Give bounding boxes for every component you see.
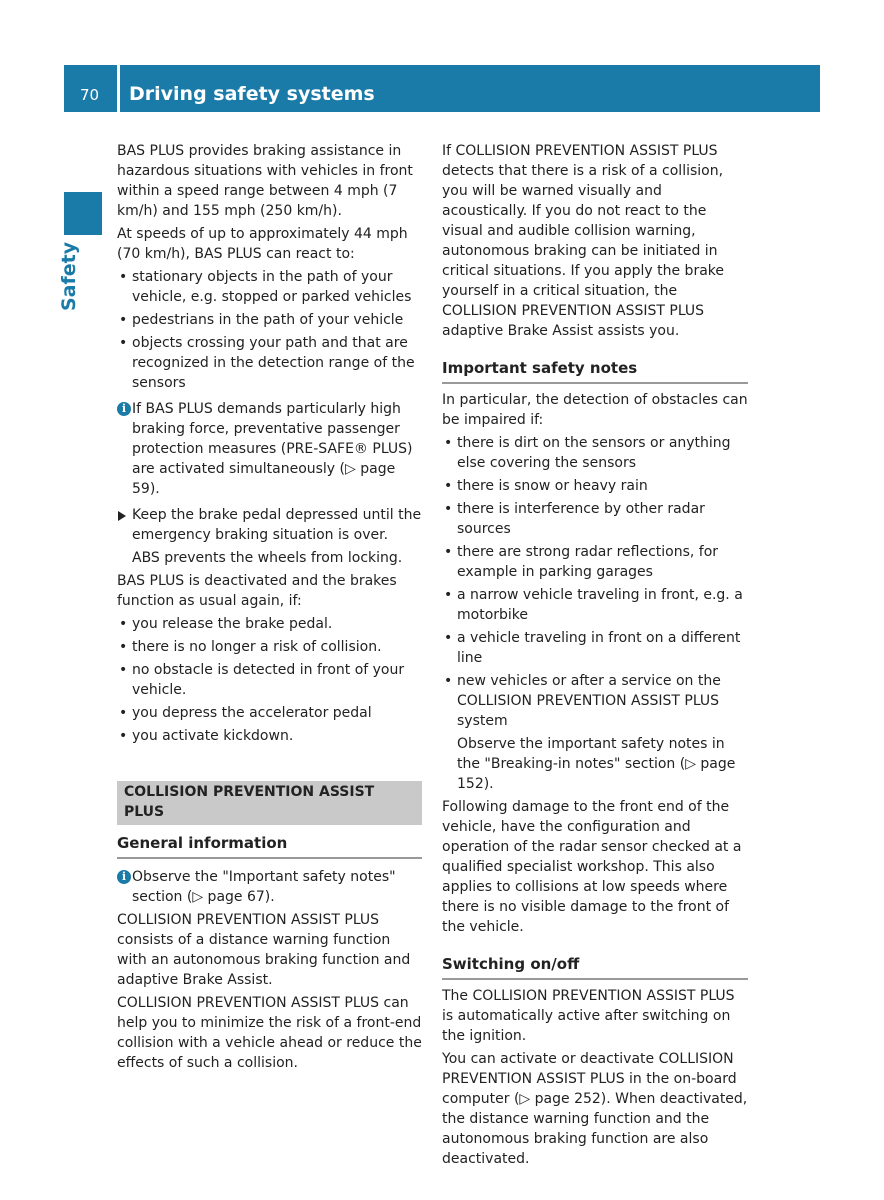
list-item: • there is snow or heavy rain: [442, 476, 748, 496]
note-text: Observe the "Important safety notes" section (▷ page 67).: [132, 869, 396, 905]
header-divider: [117, 65, 120, 112]
bullet-list: [117, 267, 422, 393]
list-item: • stationary objects in the path of your vehicle, e.g. stopped or parked vehicles: [117, 267, 422, 307]
paragraph: You can activate or deactivate COLLISION PREVENTION ASSIST PLUS in the on-board computer (▷ page 252). When deactivated, the distance warning function and the autonomous braking function are also deactivated.: [442, 1051, 748, 1167]
list-item: • there is interference by other radar sources: [442, 499, 748, 539]
list-item: • pedestrians in the path of your vehicle: [117, 310, 422, 330]
page-header: [64, 65, 820, 112]
left-column: [117, 141, 422, 1076]
step-arrow-icon: [118, 511, 126, 521]
paragraph: If COLLISION PREVENTION ASSIST PLUS detects that there is a risk of a collision, you will be warned visually and acoustically. If you do not react to the visual and audible collision warning, autonomous braking can be initiated in critical situations. If you apply the brake yourself in a critical situation, the COLLISION PREVENTION ASSIST PLUS adaptive Brake Assist assists you.: [442, 143, 725, 339]
paragraph: Following damage to the front end of the vehicle, have the configuration and operation of the radar sensor checked at a qualified specialist workshop. This also applies to collisions at low speeds where there is no visible damage to the front of the vehicle.: [442, 799, 742, 935]
page-title: Driving safety systems: [129, 83, 375, 105]
paragraph: At speeds of up to approximately 44 mph (70 km/h), BAS PLUS can react to:: [117, 226, 408, 262]
paragraph: COLLISION PREVENTION ASSIST PLUS can help you to minimize the risk of a front-end collision with a vehicle ahead or reduce the effects of such a collision.: [117, 995, 422, 1071]
paragraph: The COLLISION PREVENTION ASSIST PLUS is automatically active after switching on the ignition.: [442, 988, 735, 1044]
page-number: 70: [80, 86, 100, 104]
step-result: ABS prevents the wheels from locking.: [132, 550, 403, 566]
paragraph: In particular, the detection of obstacles can be impaired if:: [442, 392, 748, 428]
list-item: • you depress the accelerator pedal: [117, 703, 422, 723]
list-item: • a narrow vehicle traveling in front, e.g. a motorbike: [442, 585, 748, 625]
subsection-heading: Switching on/off: [442, 954, 748, 980]
paragraph: COLLISION PREVENTION ASSIST PLUS consists of a distance warning function with an autonomous braking function and adaptive Brake Assist.: [117, 912, 411, 988]
note-text: If BAS PLUS demands particularly high braking force, preventative passenger protection measures (PRE-SAFE® PLUS) are activated simultaneously (▷ page 59).: [132, 401, 413, 497]
list-item-note: Observe the important safety notes in the "Breaking-in notes" section (▷ page 152).: [457, 736, 736, 792]
bullet-list: [117, 614, 422, 746]
list-item: • you release the brake pedal.: [117, 614, 422, 634]
info-note: [117, 399, 422, 499]
section-side-label: Safety: [58, 241, 80, 311]
section-tab-marker: [64, 192, 102, 235]
list-item: • a vehicle traveling in front on a different line: [442, 628, 748, 668]
list-item: • there is dirt on the sensors or anything else covering the sensors: [442, 433, 748, 473]
info-icon: i: [117, 870, 131, 884]
info-note: [117, 867, 422, 907]
subsection-heading: Important safety notes: [442, 358, 748, 384]
list-item: • you activate kickdown.: [117, 726, 422, 746]
paragraph: BAS PLUS provides braking assistance in hazardous situations with vehicles in front within a speed range between 4 mph (7 km/h) and 155 mph (250 km/h).: [117, 143, 413, 219]
list-item: • new vehicles or after a service on the COLLISION PREVENTION ASSIST PLUS system: [442, 671, 748, 731]
right-column: [442, 141, 748, 1172]
bullet-list: [442, 433, 748, 731]
section-title-box: COLLISION PREVENTION ASSIST PLUS: [117, 781, 422, 825]
paragraph: BAS PLUS is deactivated and the brakes function as usual again, if:: [117, 573, 397, 609]
list-item: • there are strong radar reflections, for example in parking garages: [442, 542, 748, 582]
subsection-heading: General information: [117, 833, 422, 859]
list-item: • no obstacle is detected in front of your vehicle.: [117, 660, 422, 700]
step-text: Keep the brake pedal depressed until the emergency braking situation is over.: [132, 507, 422, 543]
instruction-step: [117, 505, 422, 545]
info-icon: i: [117, 402, 131, 416]
list-item: • there is no longer a risk of collision.: [117, 637, 422, 657]
list-item: • objects crossing your path and that are recognized in the detection range of the sensors: [117, 333, 422, 393]
